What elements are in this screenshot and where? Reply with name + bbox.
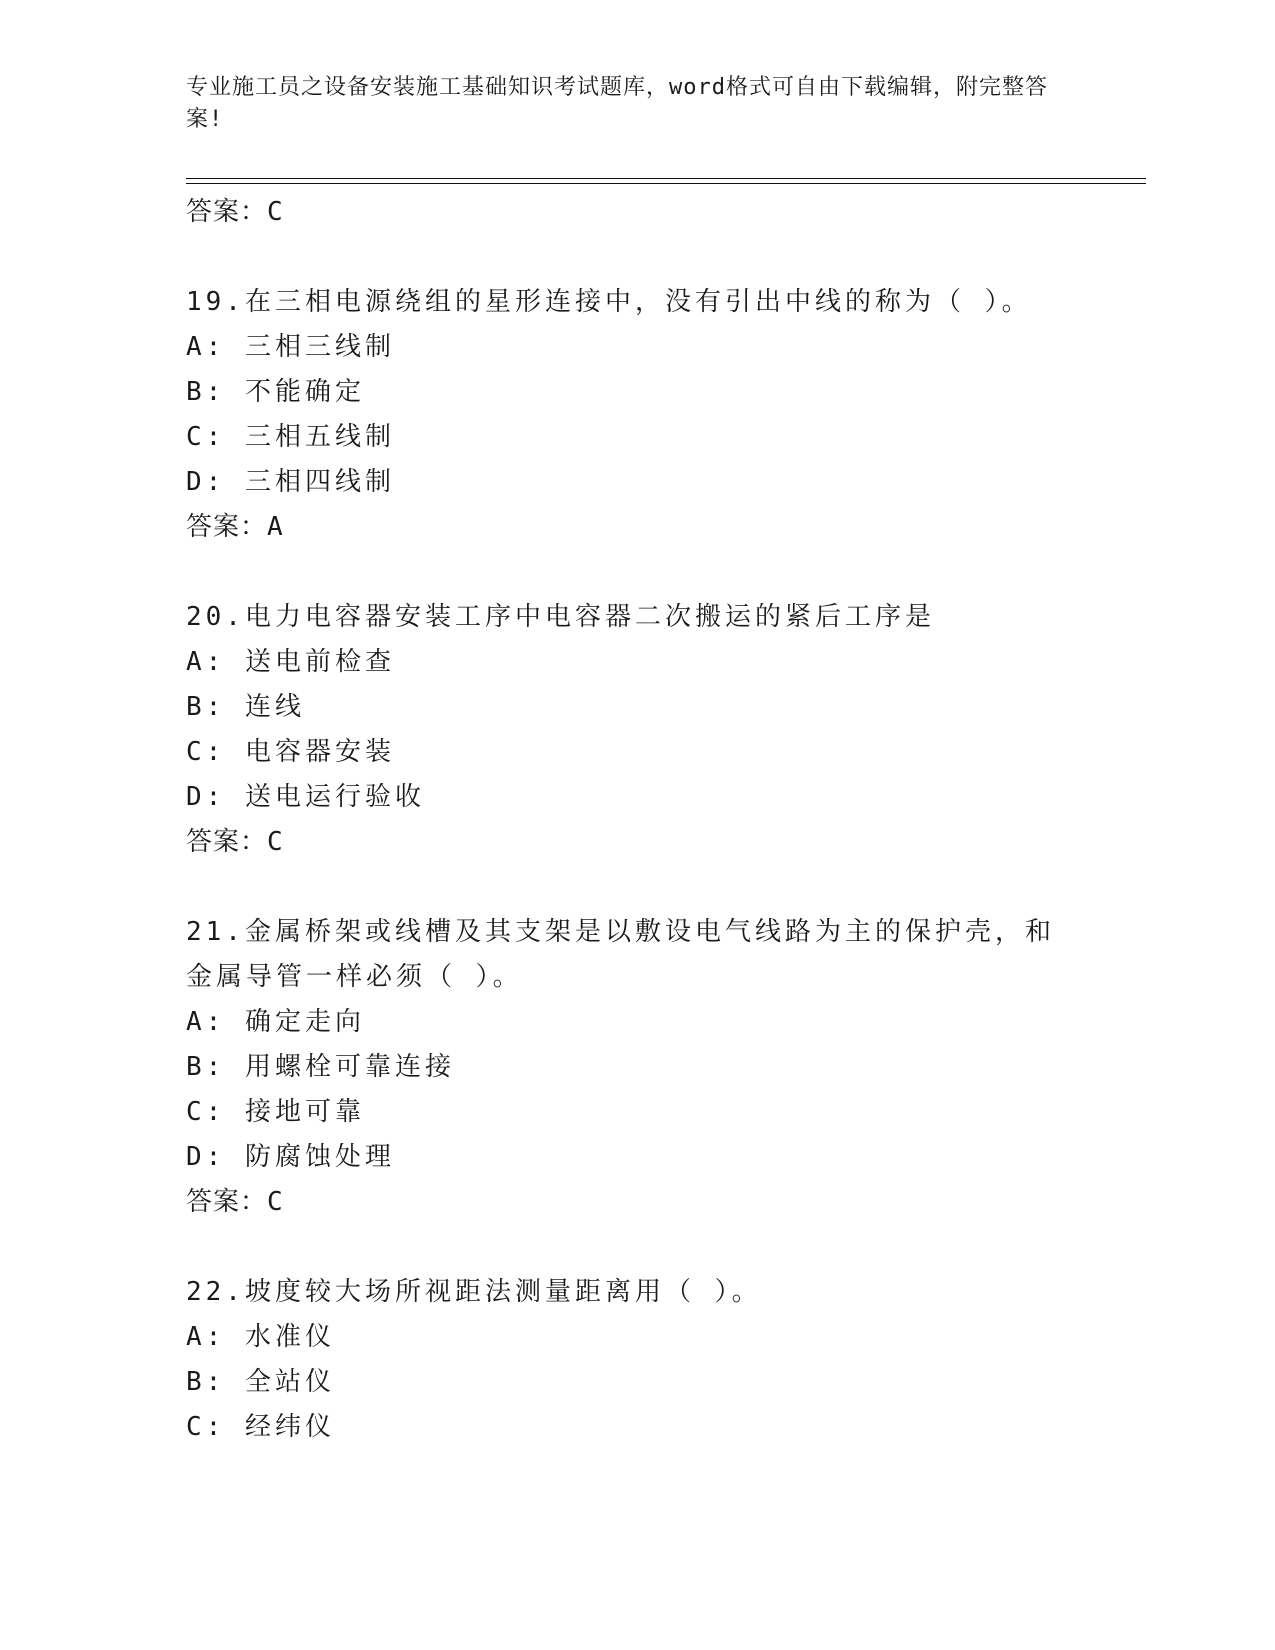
option-c: C: 三相五线制 [186, 422, 395, 452]
header-rule-bottom [186, 183, 1146, 184]
option-d: D: 送电运行验收 [186, 782, 425, 812]
question-text: 22.坡度较大场所视距法测量距离用（ ）。 [186, 1277, 762, 1307]
option-a: A: 送电前检查 [186, 647, 395, 677]
question-19 [186, 280, 1086, 550]
question-22 [186, 1270, 1086, 1450]
header-rule-top [186, 178, 1146, 179]
option-c: C: 接地可靠 [186, 1097, 365, 1127]
option-b: B: 用螺栓可靠连接 [186, 1052, 455, 1082]
question-20 [186, 595, 1086, 865]
question-list [186, 190, 1086, 1450]
option-b: B: 全站仪 [186, 1367, 335, 1397]
option-c: C: 电容器安装 [186, 737, 395, 767]
answer-label: 答案：C [186, 827, 284, 857]
option-d: D: 防腐蚀处理 [186, 1142, 395, 1172]
option-a: A: 三相三线制 [186, 332, 395, 362]
question-21 [186, 910, 1086, 1225]
option-c: C: 经纬仪 [186, 1412, 335, 1442]
document-header: 专业施工员之设备安装施工基础知识考试题库，word格式可自由下载编辑，附完整答案! [186, 75, 1048, 132]
option-b: B: 连线 [186, 692, 305, 722]
question-text: 21.金属桥架或线槽及其支架是以敷设电气线路为主的保护壳，和金属导管一样必须（ ）。 [186, 917, 1055, 992]
option-b: B: 不能确定 [186, 377, 365, 407]
option-d: D: 三相四线制 [186, 467, 395, 497]
question-text: 20.电力电容器安装工序中电容器二次搬运的紧后工序是 [186, 602, 935, 632]
answer-label: 答案：C [186, 197, 284, 227]
option-a: A: 水准仪 [186, 1322, 335, 1352]
answer-label: 答案：A [186, 512, 284, 542]
answer-label: 答案：C [186, 1187, 284, 1217]
option-a: A: 确定走向 [186, 1007, 365, 1037]
question-text: 19.在三相电源绕组的星形连接中，没有引出中线的称为（ ）。 [186, 287, 1032, 317]
